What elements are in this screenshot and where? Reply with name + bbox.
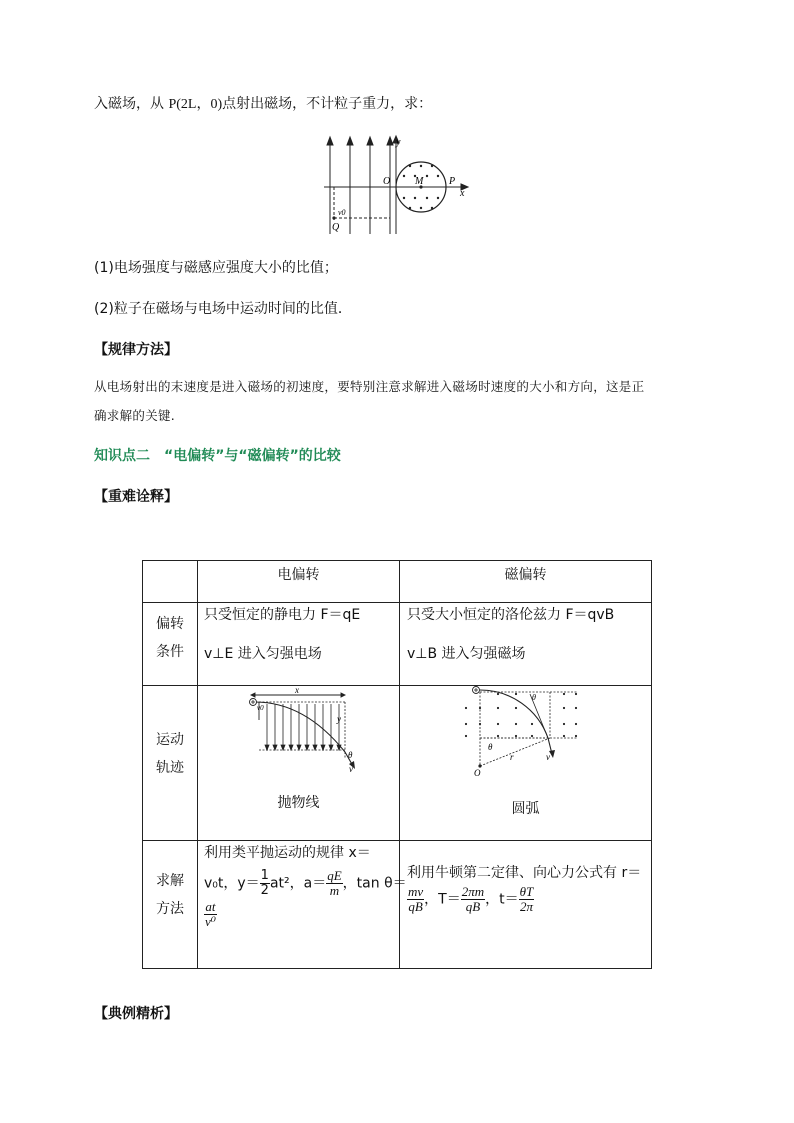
electric-method-line-1: 利用类平抛运动的规律 x＝ (204, 845, 371, 861)
row-label-trajectory: 运动 轨迹 (143, 686, 198, 841)
intro-pre: 入磁场，从 (94, 96, 169, 112)
electric-condition-entry: v⊥E 进入匀强电场 (204, 646, 322, 662)
fig1-v0-label: v0 (338, 208, 346, 217)
examples-heading: 【典例精析】 (94, 1006, 178, 1022)
arc-r-label: r (510, 752, 514, 762)
table-row-condition (143, 603, 652, 686)
electric-method-line-2: v₀t，y＝ $\frac{1}{2}$ at²，a＝ $\frac{qE}{m}$ ，tan θ＝ (204, 868, 407, 898)
table-header-row (143, 561, 652, 603)
question-1: (1)电场强度与磁感应强度大小的比值； (94, 260, 338, 276)
arc-theta-bottom-label: θ (488, 742, 493, 752)
magnetic-condition-entry: v⊥B 进入匀强磁场 (407, 646, 526, 662)
arc-O-label: O (474, 768, 481, 778)
fig1-y-label: y (396, 137, 401, 148)
parabola-x-label: x (295, 685, 299, 695)
method-heading: 【规律方法】 (94, 342, 178, 358)
question-2: (2)粒子在磁场与电场中运动时间的比值． (94, 301, 352, 317)
parabola-theta-label: θ (348, 750, 353, 760)
header-magnetic: 磁偏转 (400, 561, 652, 603)
parabola-y-label: y (337, 714, 341, 724)
section-2-title: 知识点二 “电偏转”与“磁偏转”的比较 (94, 448, 341, 464)
fig1-M-label: M (415, 176, 424, 187)
fig1-Q-label: Q (332, 222, 340, 233)
cell-magnetic-trajectory (400, 686, 652, 841)
method-line-2: 确求解的关键. (94, 408, 176, 423)
magnetic-condition-force: 只受大小恒定的洛伦兹力 F＝qvB (407, 607, 615, 623)
fig1-O-label: O (383, 176, 391, 187)
intro-post: 点射出磁场，不计粒子重力，求： (222, 96, 433, 112)
intro-point: P(2L，0) (168, 97, 223, 112)
table-row-method (143, 841, 652, 969)
intro-line (94, 94, 432, 115)
header-empty-cell (143, 561, 198, 603)
field-diagram (320, 134, 470, 236)
comparison-table (142, 560, 652, 969)
cell-magnetic-condition (400, 603, 652, 686)
cell-electric-trajectory (198, 686, 400, 841)
parabola-v-label: v (349, 764, 353, 774)
arc-caption: 圆弧 (511, 801, 540, 817)
electric-method-line-3: $\frac{at}{\text{v⁰}}$ (205, 899, 216, 929)
table-row-trajectory (143, 686, 652, 841)
parabola-diagram (245, 685, 365, 774)
electric-condition-force: 只受恒定的静电力 F＝qE (204, 607, 361, 623)
arc-v-label: v (546, 752, 550, 762)
fig1-x-label: x (460, 188, 465, 199)
cell-electric-condition (198, 603, 400, 686)
cell-magnetic-method (400, 841, 652, 969)
arc-diagram (470, 688, 590, 778)
cell-electric-method (198, 841, 407, 969)
parabola-v0-label: v0 (257, 704, 264, 712)
row-label-condition: 偏转 条件 (143, 603, 198, 686)
header-electric: 电偏转 (198, 561, 400, 603)
row-label-method: 求解 方法 (143, 841, 198, 969)
parabola-caption: 抛物线 (277, 795, 320, 811)
arc-theta-top-label: θ (532, 693, 536, 702)
method-line-1: 从电场射出的末速度是进入磁场的初速度，要特别注意求解进入磁场时速度的大小和方向，这是正 (94, 379, 645, 394)
fig1-P-label: P (449, 176, 456, 187)
explain-heading: 【重难诠释】 (94, 489, 178, 505)
magnetic-method-line-1: 利用牛顿第二定律、向心力公式有 r＝ (407, 865, 642, 881)
magnetic-method-line-2: $\frac{mv}{qB}$ ，T＝ $\frac{2\pi m}{qB}$ ，t＝ $\frac{\theta T}{2\pi}$ (408, 884, 534, 914)
